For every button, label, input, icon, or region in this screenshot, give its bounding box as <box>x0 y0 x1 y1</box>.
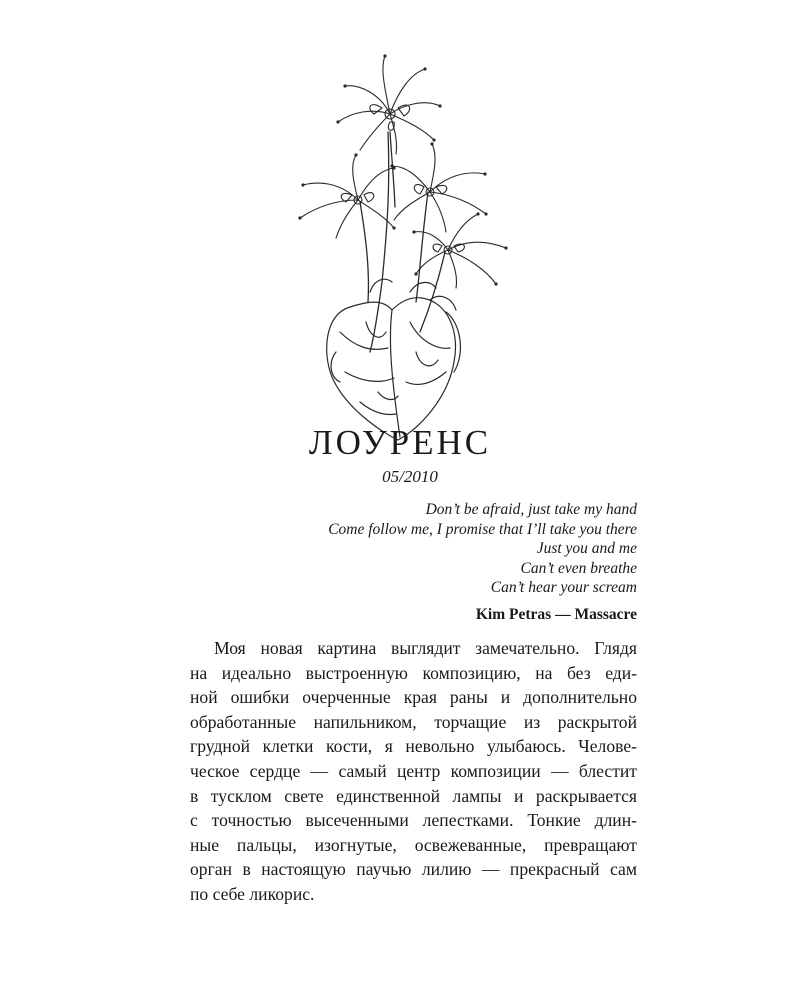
stamen-tips <box>298 54 507 285</box>
body-line: ческое сердце — самый центр композиции — блестит <box>190 760 637 781</box>
heart-lily-illustration <box>270 52 550 444</box>
heart-drawing <box>327 279 461 440</box>
epigraph-line: Come follow me, I promise that I’ll take you there <box>328 520 637 538</box>
lily-lower-right <box>414 214 506 288</box>
body-line: в тусклом свете единственной лампы и раскрывается <box>190 785 637 806</box>
chapter-date: 05/2010 <box>382 467 438 486</box>
epigraph-author: Kim Petras — Massacre <box>475 606 637 623</box>
body-line: обработанные напильником, торчащие из раскрытой <box>190 711 637 732</box>
body-line: орган в настоящую паучью лилию — прекрасный сам <box>190 859 637 880</box>
epigraph <box>328 500 637 598</box>
lily-left <box>300 155 394 238</box>
body-line: с точностью высеченными лепестками. Тонкие длин- <box>190 810 637 831</box>
epigraph-line: Can’t hear your scream <box>490 579 637 597</box>
body-line: по себе ликорис. <box>190 883 315 904</box>
lily-right <box>392 144 486 232</box>
body-line: на идеально выстроенную композицию, на без еди- <box>190 662 637 683</box>
body-line: грудной клетки кости, я невольно улыбаюсь. Челове- <box>190 736 637 757</box>
epigraph-line: Just you and me <box>536 540 637 558</box>
body-line: Моя новая картина выглядит замечательно. Глядя <box>214 638 637 658</box>
body-line: ной ошибки очерченные края раны и дополнительно <box>190 687 637 708</box>
flower-stems <box>360 132 445 352</box>
body-line: ные пальцы, изогнутые, освежеванные, превращают <box>190 834 637 855</box>
epigraph-line: Can’t even breathe <box>520 559 637 577</box>
epigraph-line: Don’t be afraid, just take my hand <box>425 501 637 518</box>
lily-top <box>338 56 440 154</box>
body-paragraph <box>190 636 637 907</box>
chapter-title: ЛОУРЕНС <box>308 423 492 462</box>
